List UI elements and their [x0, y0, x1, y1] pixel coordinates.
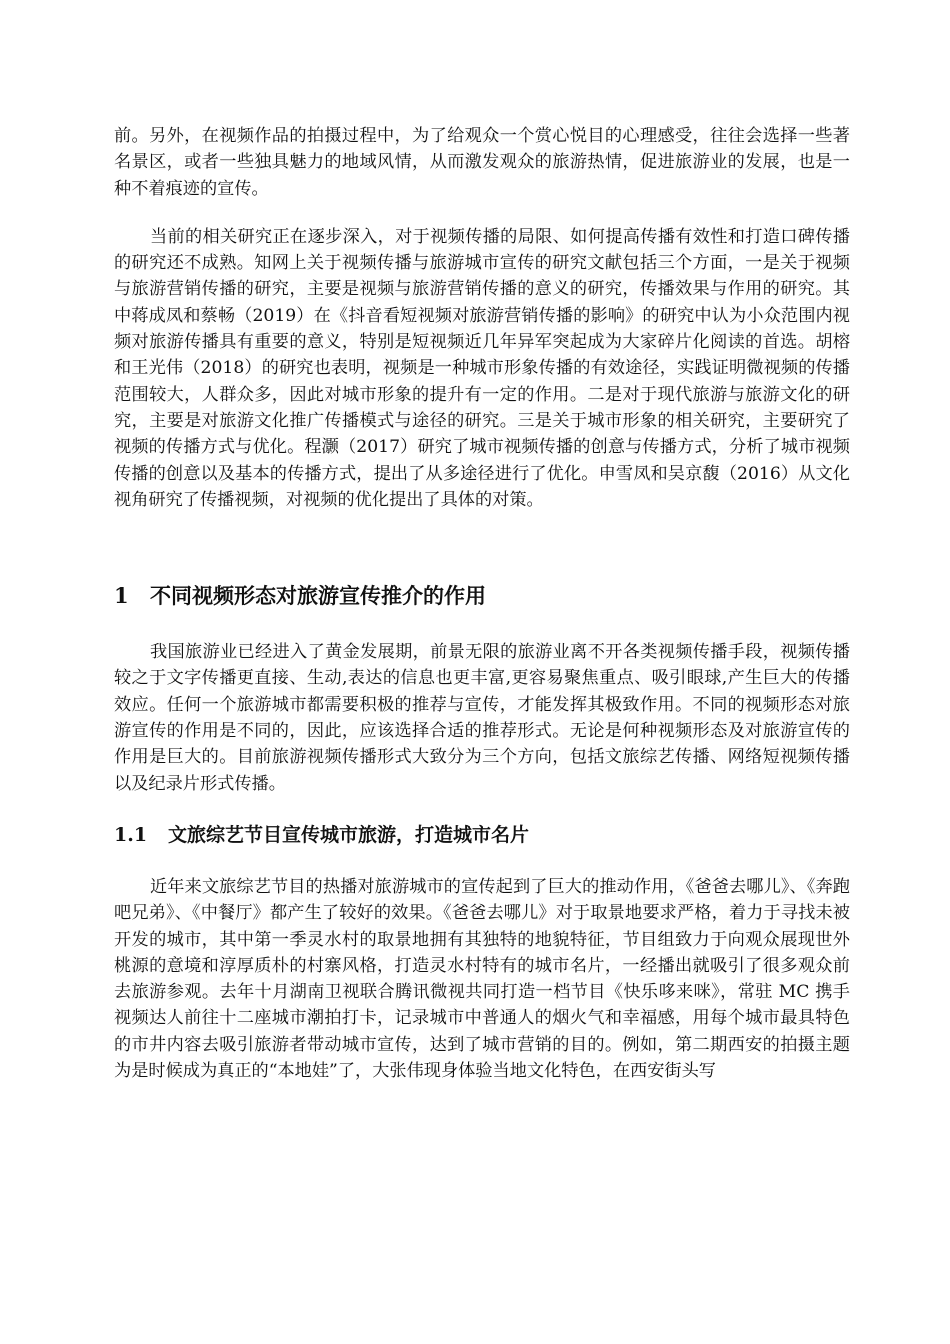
section-title: 不同视频形态对旅游宣传推介的作用 [150, 583, 486, 609]
paragraph-related-research: 当前的相关研究正在逐步深入，对于视频传播的局限、如何提高传播有效性和打造口碑传播的研究还不成熟。知网上关于视频传播与旅游城市宣传的研究文献包括三个方面，一是关于视频与旅游营销传播的研究，主要是视频与旅游营销传播的意义的研究，传播效果与作用的研究。其中蒋成凤和蔡畅（2019）在《抖音看短视频对旅游营销传播的影响》的研究中认为小众范围内视频对旅游传播具有重要的意义，特别是短视频近几年异军突起成为大家碎片化阅读的首选。胡榕和王光伟（2018）的研究也表明，视频是一种城市形象传播的有效途径，实践证明微视频的传播范围较大，人群众多，因此对城市形象的提升有一定的作用。二是对于现代旅游与旅游文化的研究，主要是对旅游文化推广传播模式与途径的研究。三是关于城市形象的相关研究，主要研究了视频的传播方式与优化。程灏（2017）研究了城市视频传播的创意与传播方式，分析了城市视频传播的创意以及基本的传播方式，提出了从多途径进行了优化。申雪凤和吴京馥（2016）从文化视角研究了传播视频，对视频的优化提出了具体的对策。 [114, 226, 850, 510]
subsection-number: 1.1 [114, 823, 148, 846]
section-number: 1 [114, 583, 129, 609]
subsection-title: 文旅综艺节目宣传城市旅游，打造城市名片 [168, 823, 530, 846]
paragraph-intro-continuation: 前。另外，在视频作品的拍摄过程中，为了给观众一个赏心悦目的心理感受，往往会选择一些著名景区，或者一些独具魅力的地域风情，从而激发观众的旅游热情，促进旅游业的发展，也是一种不着痕迹的宣传。 [114, 126, 850, 199]
paragraph-section-1-1: 近年来文旅综艺节目的热播对旅游城市的宣传起到了巨大的推动作用，《爸爸去哪儿》、《奔跑吧兄弟》、《中餐厅》都产生了较好的效果。《爸爸去哪儿》对于取景地要求严格，着力于寻找未被开发的城市，其中第一季灵水村的取景地拥有其独特的地貌特征，节目组致力于向观众展现世外桃源的意境和淳厚质朴的村寨风格，打造灵水村特有的城市名片，一经播出就吸引了很多观众前去旅游参观。去年十月湖南卫视联合腾讯微视共同打造一档节目《快乐哆来咪》，常驻 MC 携手视频达人前往十二座城市潮拍打卡，记录城市中普通人的烟火气和幸福感，用每个城市最具特色的市井内容去吸引旅游者带动城市宣传，达到了城市营销的目的。例如，第二期西安的拍摄主题为是时候成为真正的“本地娃”了，大张伟现身体验当地文化特色，在西安街头写 [114, 876, 850, 1082]
section-heading-1 [114, 581, 850, 611]
page-content [114, 123, 850, 1084]
subsection-heading-1-1 [114, 821, 850, 849]
paragraph-section-1: 我国旅游业已经进入了黄金发展期，前景无限的旅游业离不开各类视频传播手段，视频传播较之于文字传播更直接、生动,表达的信息也更丰富,更容易聚焦重点、吸引眼球,产生巨大的传播效应。任何一个旅游城市都需要积极的推荐与宣传，才能发挥其极致作用。不同的视频形态对旅游宣传的作用是不同的，因此，应该选择合适的推荐形式。无论是何种视频形态及对旅游宣传的作用是巨大的。目前旅游视频传播形式大致分为三个方向，包括文旅综艺传播、网络短视频传播以及纪录片形式传播。 [114, 642, 850, 794]
